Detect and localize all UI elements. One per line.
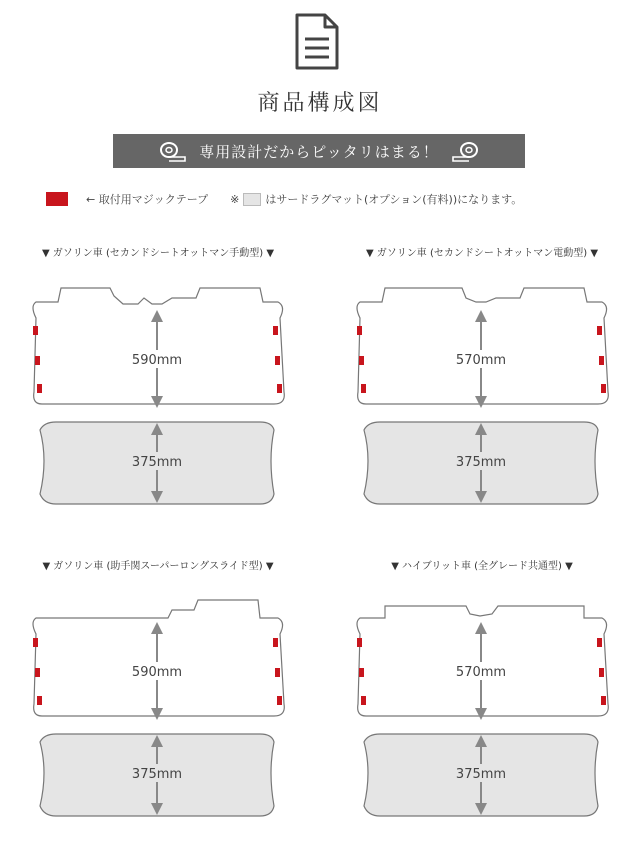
tape-marker: [357, 326, 362, 335]
tape-marker: [361, 384, 366, 393]
mat-diagram: [352, 284, 612, 519]
section-label: ▼ ガソリン車 (セカンドシートオットマン電動型) ▼: [365, 248, 599, 259]
second-row-length: 590mm: [131, 353, 183, 368]
banner: [113, 134, 525, 168]
tape-marker: [597, 638, 602, 647]
third-mat-swatch: [243, 193, 261, 206]
tape-swatch: [46, 192, 68, 206]
tape-marker: [275, 668, 280, 677]
second-row-mat: [357, 288, 608, 404]
second-row-mat: [33, 288, 284, 404]
second-row-length: 570mm: [455, 665, 507, 680]
banner-text: 専用設計だからピッタリはまる！: [199, 142, 439, 161]
third-row-length: 375mm: [455, 767, 507, 782]
third-row-length: 375mm: [455, 455, 507, 470]
tape-marker: [35, 356, 40, 365]
section-label: ▼ ガソリン車 (セカンドシートオットマン手動型) ▼: [41, 248, 275, 259]
third-mark: ※: [230, 192, 240, 206]
mat-diagram: [28, 284, 288, 519]
tape-marker: [273, 326, 278, 335]
mat-diagram: [352, 596, 612, 831]
tape-marker: [275, 356, 280, 365]
mat-diagram: [28, 596, 288, 831]
tape-marker: [37, 384, 42, 393]
tape-marker: [359, 668, 364, 677]
tape-marker: [37, 696, 42, 705]
second-row-mat: [357, 606, 608, 716]
third-mat-legend-label: はサードラグマット(オプション(有料))になります。: [265, 193, 523, 206]
tape-marker: [361, 696, 366, 705]
tape-marker: [277, 384, 282, 393]
page-title: 商品構成図: [257, 91, 383, 116]
diagram-super-long-slide: [28, 596, 288, 835]
tape-marker: [601, 696, 606, 705]
tape-marker: [33, 638, 38, 647]
tape-marker: [599, 668, 604, 677]
third-row-length: 375mm: [131, 767, 183, 782]
diagram-hybrid: [352, 596, 612, 835]
legend: [46, 191, 522, 207]
tape-marker: [601, 384, 606, 393]
document-icon: [293, 13, 341, 71]
third-row-length: 375mm: [131, 455, 183, 470]
tape-marker: [599, 356, 604, 365]
tape-marker: [597, 326, 602, 335]
tape-measure-icon: [159, 140, 187, 162]
tape-marker: [273, 638, 278, 647]
tape-marker: [35, 668, 40, 677]
tape-legend-label: ← 取付用マジックテープ: [86, 193, 209, 206]
tape-marker: [359, 356, 364, 365]
section-label: ▼ ハイブリット車 (全グレード共通型) ▼: [391, 561, 573, 572]
second-row-length: 590mm: [131, 665, 183, 680]
second-row-mat: [33, 600, 284, 716]
tape-marker: [357, 638, 362, 647]
tape-marker: [33, 326, 38, 335]
tape-measure-icon: [451, 140, 479, 162]
diagram-electric-ottoman: [352, 284, 612, 523]
diagram-manual-ottoman: [28, 284, 288, 523]
second-row-length: 570mm: [455, 353, 507, 368]
section-label: ▼ ガソリン車 (助手関スーパーロングスライド型) ▼: [42, 561, 274, 572]
tape-marker: [277, 696, 282, 705]
